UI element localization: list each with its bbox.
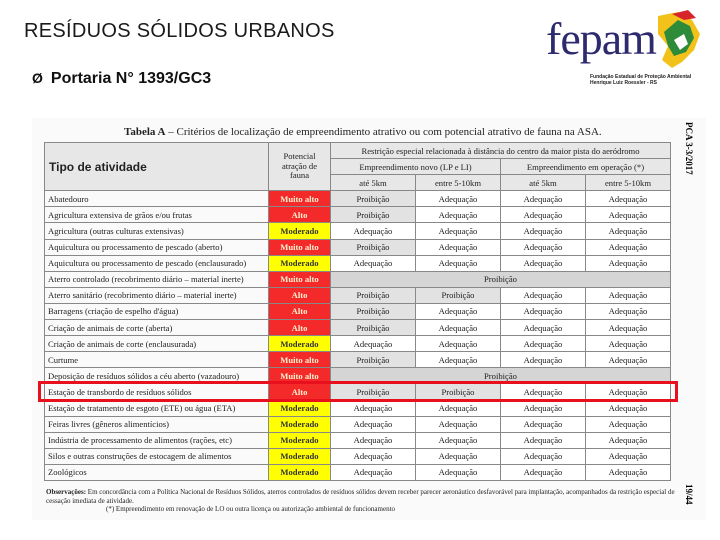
restriction-cell: Adequação (416, 223, 501, 239)
restriction-cell: Adequação (501, 303, 586, 319)
page-number (680, 484, 700, 514)
table-row (45, 239, 671, 255)
restriction-cell: Adequação (501, 320, 586, 336)
notes-text: Em concordância com a Política Nacional de Resíduos Sólidos, aterros controlados de resíduos sólidos devem receber parecer aeronáutico desfavorável para implantação, acompanhados da restrição especial de cessação imediata de atividade. (46, 488, 675, 505)
restriction-cell: Adequação (416, 352, 501, 368)
restriction-cell: Adequação (416, 191, 501, 207)
header-new-group: Empreendimento novo (LP e LI) (331, 159, 501, 175)
criteria-table (44, 142, 671, 481)
restriction-cell: Adequação (416, 255, 501, 271)
restriction-cell: Adequação (586, 223, 671, 239)
activity-cell: Estação de tratamento de esgoto (ETE) ou água (ETA) (45, 400, 269, 416)
activity-cell: Aterro sanitário (recobrimento diário – material inerte) (45, 287, 269, 303)
potential-cell: Moderado (269, 223, 331, 239)
restriction-cell: Proibição (331, 191, 416, 207)
restriction-cell: Proibição (331, 207, 416, 223)
restriction-cell: Adequação (331, 448, 416, 464)
restriction-cell: Proibição (331, 287, 416, 303)
activity-cell: Zoológicos (45, 464, 269, 480)
table-row (45, 448, 671, 464)
restriction-cell: Adequação (501, 239, 586, 255)
activity-cell: Criação de animais de corte (aberta) (45, 320, 269, 336)
table-row (45, 432, 671, 448)
potential-cell: Alto (269, 207, 331, 223)
document-scan (32, 118, 706, 520)
potential-cell: Alto (269, 287, 331, 303)
restriction-cell: Adequação (501, 255, 586, 271)
restriction-cell: Adequação (416, 207, 501, 223)
potential-cell: Alto (269, 320, 331, 336)
restriction-cell: Adequação (331, 223, 416, 239)
restriction-cell: Adequação (416, 432, 501, 448)
footnote: (*) Empreendimento em renovação de LO ou outra licença ou autorização ambiental de funcionamento (106, 505, 396, 513)
slide-subtitle (32, 70, 211, 88)
restriction-cell: Adequação (586, 255, 671, 271)
header-potential: Potencial atração de fauna (269, 143, 331, 191)
potential-cell: Moderado (269, 400, 331, 416)
restriction-band-cell: Proibição (331, 368, 671, 384)
potential-cell: Moderado (269, 432, 331, 448)
restriction-cell: Adequação (416, 448, 501, 464)
restriction-cell: Proibição (331, 384, 416, 400)
table-row (45, 400, 671, 416)
activity-cell: Barragens (criação de espelho d'água) (45, 303, 269, 319)
restriction-cell: Adequação (501, 352, 586, 368)
logo-caption (590, 74, 691, 86)
restriction-cell: Proibição (331, 320, 416, 336)
potential-cell: Muito alto (269, 271, 331, 287)
slide-title: RESÍDUOS SÓLIDOS URBANOS (24, 20, 335, 42)
restriction-cell: Adequação (586, 287, 671, 303)
table-row (45, 223, 671, 239)
header-range: entre 5-10km (586, 175, 671, 191)
activity-cell: Deposição de resíduos sólidos a céu aberto (vazadouro) (45, 368, 269, 384)
restriction-cell: Adequação (501, 400, 586, 416)
table-row (45, 320, 671, 336)
restriction-cell: Proibição (331, 303, 416, 319)
potential-cell: Alto (269, 303, 331, 319)
header-range: entre 5-10km (416, 175, 501, 191)
table-row (45, 352, 671, 368)
restriction-cell: Adequação (416, 336, 501, 352)
restriction-cell: Adequação (501, 464, 586, 480)
restriction-cell: Adequação (331, 255, 416, 271)
restriction-cell: Adequação (501, 416, 586, 432)
activity-cell: Aterro controlado (recobrimento diário – material inerte) (45, 271, 269, 287)
activity-cell: Aquicultura ou processamento de pescado (aberto) (45, 239, 269, 255)
potential-cell: Moderado (269, 464, 331, 480)
restriction-cell: Adequação (331, 464, 416, 480)
potential-cell: Moderado (269, 448, 331, 464)
document-code-text: PCA 3-3/2017 (684, 122, 694, 175)
table-row (45, 207, 671, 223)
restriction-cell: Adequação (416, 303, 501, 319)
table-row (45, 464, 671, 480)
document-code (680, 122, 700, 192)
restriction-cell: Adequação (416, 400, 501, 416)
restriction-band-cell: Proibição (331, 271, 671, 287)
restriction-cell: Adequação (586, 303, 671, 319)
restriction-cell: Adequação (586, 384, 671, 400)
restriction-cell: Proibição (331, 239, 416, 255)
restriction-cell: Adequação (586, 191, 671, 207)
restriction-cell: Adequação (501, 384, 586, 400)
potential-cell: Moderado (269, 255, 331, 271)
restriction-cell: Adequação (586, 432, 671, 448)
table-label: Tabela A (124, 126, 166, 138)
restriction-cell: Adequação (586, 448, 671, 464)
table-title (124, 126, 602, 138)
potential-cell: Muito alto (269, 368, 331, 384)
highlight-box (38, 381, 678, 402)
header-operating-group: Empreendimento em operação (*) (501, 159, 671, 175)
activity-cell: Criação de animais de corte (enclausurada) (45, 336, 269, 352)
activity-cell: Abatedouro (45, 191, 269, 207)
restriction-cell: Adequação (501, 223, 586, 239)
table-row (45, 255, 671, 271)
restriction-cell: Adequação (501, 287, 586, 303)
restriction-cell: Adequação (586, 320, 671, 336)
table-row (45, 191, 671, 207)
potential-cell: Alto (269, 384, 331, 400)
logo-caption-line2: Henrique Luiz Roessler - RS (590, 80, 657, 86)
table-row (45, 287, 671, 303)
table-row (45, 416, 671, 432)
table-body (45, 191, 671, 481)
logo-caption-line1: Fundação Estadual de Proteção Ambiental (590, 74, 692, 80)
activity-cell: Feiras livres (gêneros alimentícios) (45, 416, 269, 432)
restriction-cell: Adequação (586, 207, 671, 223)
potential-cell: Muito alto (269, 352, 331, 368)
restriction-cell: Adequação (586, 400, 671, 416)
restriction-cell: Adequação (331, 336, 416, 352)
restriction-cell: Proibição (416, 287, 501, 303)
restriction-cell: Adequação (586, 464, 671, 480)
restriction-cell: Adequação (501, 191, 586, 207)
header-restriction: Restrição especial relacionada à distância do centro da maior pista do aeródromo (331, 143, 671, 159)
header-range: até 5km (331, 175, 416, 191)
logo-wordmark: fepam (546, 13, 656, 64)
restriction-cell: Adequação (331, 416, 416, 432)
activity-cell: Indústria de processamento de alimentos (rações, etc) (45, 432, 269, 448)
potential-cell: Muito alto (269, 239, 331, 255)
bullet-arrow-icon: Ø (32, 70, 43, 86)
restriction-cell: Adequação (331, 400, 416, 416)
activity-cell: Agricultura (outras culturas extensivas) (45, 223, 269, 239)
page-number-text: 19/44 (684, 484, 694, 505)
table-row (45, 303, 671, 319)
restriction-cell: Proibição (416, 384, 501, 400)
restriction-cell: Adequação (416, 464, 501, 480)
fepam-logo (538, 10, 710, 86)
subtitle-text: Portaria N° 1393/GC3 (50, 70, 212, 87)
restriction-cell: Adequação (416, 239, 501, 255)
restriction-cell: Adequação (501, 432, 586, 448)
restriction-cell: Adequação (501, 448, 586, 464)
activity-cell: Silos e outras construções de estocagem de alimentos (45, 448, 269, 464)
activity-cell: Curtume (45, 352, 269, 368)
activity-cell: Aquicultura ou processamento de pescado (enclausurado) (45, 255, 269, 271)
restriction-cell: Adequação (586, 336, 671, 352)
restriction-cell: Adequação (586, 352, 671, 368)
activity-cell: Agricultura extensiva de grãos e/ou frutas (45, 207, 269, 223)
potential-cell: Moderado (269, 416, 331, 432)
restriction-cell: Adequação (416, 320, 501, 336)
table-row (45, 271, 671, 287)
header-activity: Tipo de atividade (45, 143, 269, 191)
table-title-text: – Critérios de localização de empreendimento atrativo ou com potencial atrativo de fauna na ASA. (165, 126, 602, 138)
potential-cell: Muito alto (269, 191, 331, 207)
notes (46, 488, 676, 514)
restriction-cell: Adequação (586, 239, 671, 255)
table-row (45, 336, 671, 352)
restriction-cell: Adequação (331, 432, 416, 448)
potential-cell: Moderado (269, 336, 331, 352)
restriction-cell: Adequação (416, 416, 501, 432)
restriction-cell: Adequação (501, 336, 586, 352)
header-range: até 5km (501, 175, 586, 191)
notes-label: Observações: (46, 488, 87, 496)
restriction-cell: Adequação (586, 416, 671, 432)
activity-cell: Estação de transbordo de resíduos sólidos (45, 384, 269, 400)
restriction-cell: Adequação (501, 207, 586, 223)
restriction-cell: Proibição (331, 352, 416, 368)
